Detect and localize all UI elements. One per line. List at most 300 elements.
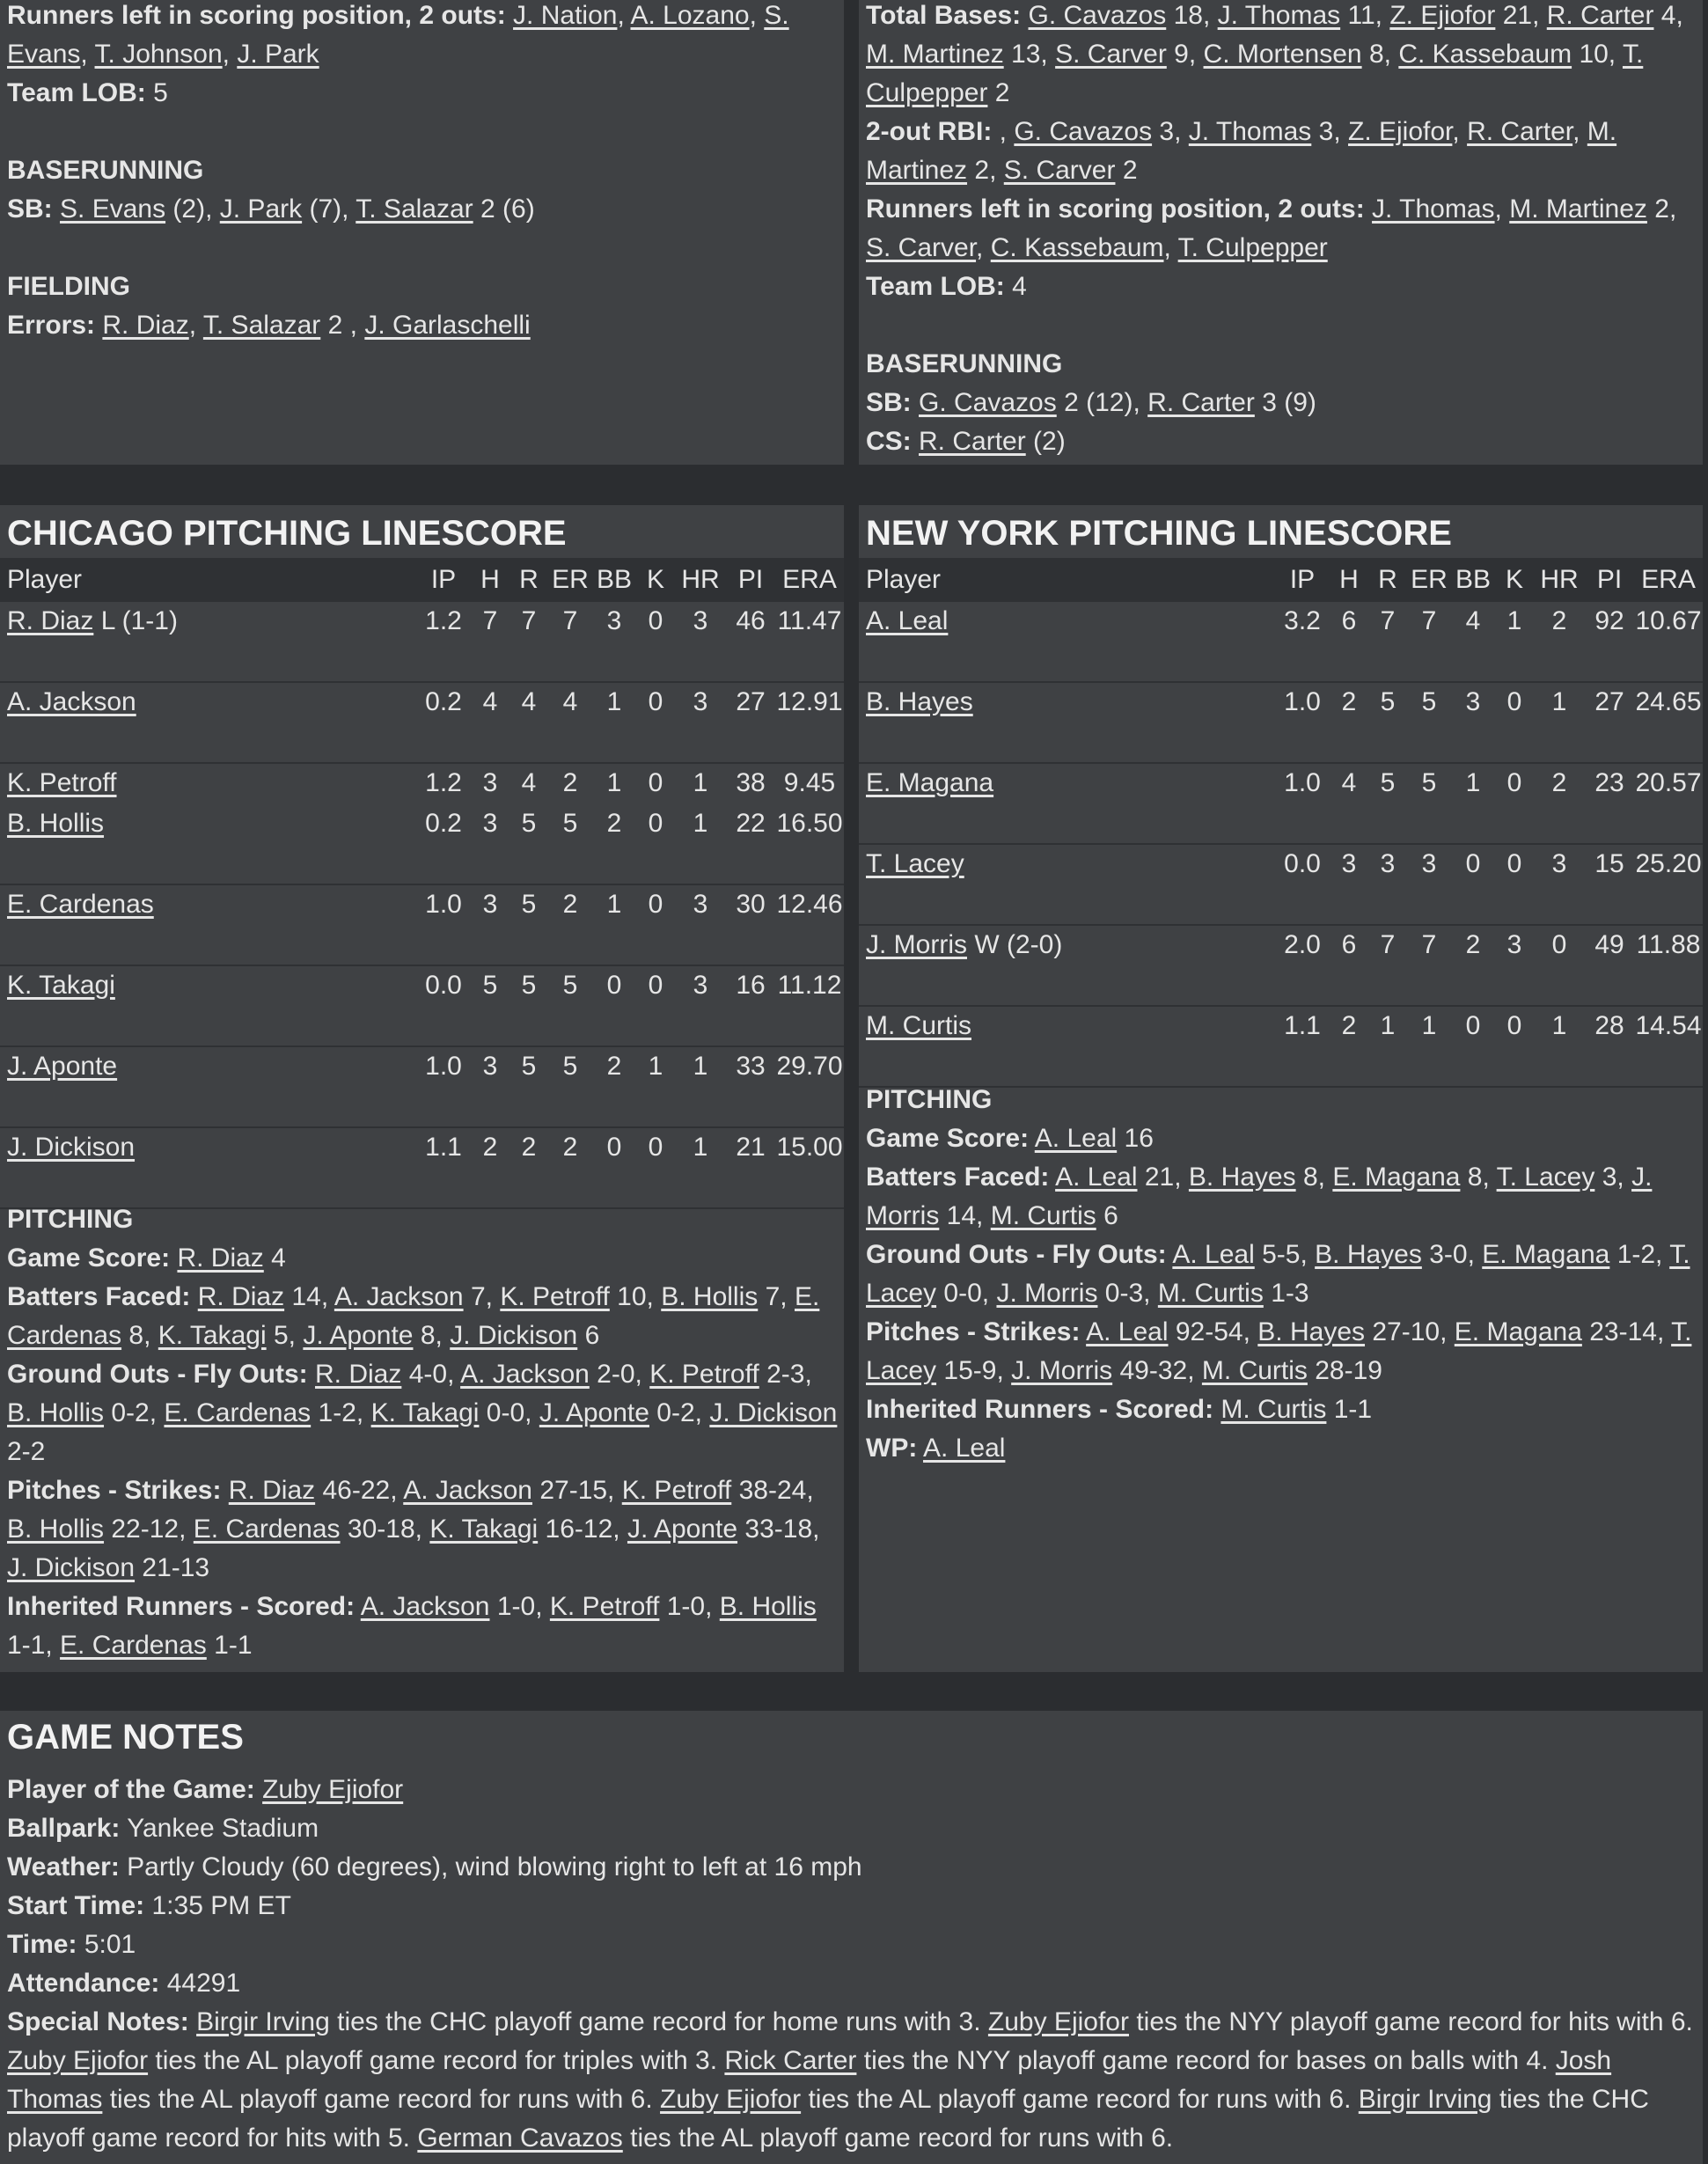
- chicago-pitching-table: [0, 558, 844, 1209]
- column-header[interactable]: H: [1330, 558, 1368, 602]
- player-link[interactable]: T. Salazar: [202, 311, 321, 340]
- pitcher-cell: [0, 763, 416, 804]
- stat-cell: 0: [1451, 1006, 1495, 1087]
- column-header[interactable]: PI: [1585, 558, 1634, 602]
- player-link[interactable]: E. Cardenas: [60, 1631, 207, 1660]
- stat-text: ,: [1452, 117, 1460, 146]
- player-link[interactable]: T. Lacey: [866, 849, 964, 878]
- stat-text: 1-3: [1271, 1279, 1309, 1308]
- stat-text: 3,: [1318, 117, 1341, 146]
- stat-cell: 5: [1368, 763, 1407, 844]
- start-time: [7, 1887, 1701, 1926]
- player-link[interactable]: T. Lacey: [866, 1317, 1692, 1385]
- column-header[interactable]: IP: [1275, 558, 1330, 602]
- player-link[interactable]: J. Morris: [866, 1163, 1653, 1230]
- player-link[interactable]: A. Jackson: [334, 1282, 464, 1311]
- column-header[interactable]: Player: [859, 558, 1275, 602]
- player-link[interactable]: Z. Ejiofor: [1389, 1, 1496, 30]
- field-label: Inherited Runners - Scored:: [7, 1592, 356, 1621]
- batters-faced: [7, 1278, 841, 1355]
- pitcher-cell: [859, 763, 1275, 844]
- stat-text: 4,: [1660, 1, 1683, 30]
- stat-cell: 2: [562, 768, 578, 797]
- player-link[interactable]: K. Petroff: [549, 1592, 660, 1621]
- player-link[interactable]: Zuby Ejiofor: [7, 2046, 149, 2075]
- stat-text: 9,: [1174, 40, 1197, 69]
- column-header[interactable]: R: [1368, 558, 1407, 602]
- stat-cell: 49: [1585, 925, 1634, 1006]
- player-link[interactable]: B. Hayes: [1315, 1240, 1422, 1269]
- player-link[interactable]: K. Takagi: [158, 1321, 267, 1350]
- player-link[interactable]: K. Petroff: [621, 1476, 732, 1505]
- player-link[interactable]: B. Hayes: [1188, 1163, 1296, 1192]
- player-link[interactable]: C. Kassebaum: [990, 233, 1164, 262]
- stat-cell: 0.0: [1275, 844, 1330, 925]
- attendance: [7, 1964, 1701, 2003]
- player-link[interactable]: J. Park: [237, 40, 319, 69]
- player-link[interactable]: K. Takagi: [370, 1398, 480, 1427]
- player-link[interactable]: M. Curtis: [1157, 1279, 1264, 1308]
- player-link[interactable]: J. Dickison: [7, 1553, 136, 1582]
- player-link[interactable]: M. Martinez: [866, 40, 1004, 69]
- player-link[interactable]: C. Kassebaum: [1398, 40, 1572, 69]
- stat-cell: 15.00: [775, 1127, 844, 1208]
- player-link[interactable]: B. Hollis: [719, 1592, 817, 1621]
- player-link[interactable]: R. Diaz: [197, 1282, 285, 1311]
- stat-text: 1-0,: [666, 1592, 713, 1621]
- rlsp-line: Runners left in scoring position, 2 outs: J. Nation, A. Lozano, S. Evans, T. Johnson, J. Park: [7, 1, 789, 69]
- player-link[interactable]: C. Mortensen: [1203, 40, 1362, 69]
- column-header[interactable]: R: [509, 558, 548, 602]
- player-link[interactable]: R. Carter: [1546, 1, 1654, 30]
- stat-cell: 1: [1451, 763, 1495, 844]
- player-link[interactable]: E. Magana: [1482, 1240, 1610, 1269]
- field-label: WP:: [866, 1434, 918, 1463]
- player-link[interactable]: S. Evans: [60, 194, 166, 224]
- column-header[interactable]: K: [1495, 558, 1534, 602]
- table-header-row: [859, 558, 1703, 602]
- player-link[interactable]: J. Nation: [513, 1, 618, 30]
- player-link[interactable]: K. Petroff: [7, 768, 117, 797]
- stat-cell: 2: [1534, 602, 1585, 682]
- stat-cell: 1: [592, 682, 636, 763]
- player-link[interactable]: E. Cardenas: [164, 1398, 312, 1427]
- caught-stealing: [866, 422, 1700, 461]
- stat-text: 4: [1012, 272, 1027, 301]
- player-link[interactable]: J. Morris: [996, 1279, 1098, 1308]
- pitcher-row: [0, 763, 844, 804]
- stat-cell: 2.0: [1275, 925, 1330, 1006]
- stat-cell: 38: [736, 768, 766, 797]
- stat-cell: 24.65: [1634, 682, 1703, 763]
- stat-cell: 1.2: [425, 768, 462, 797]
- player-link[interactable]: R. Carter: [1147, 388, 1255, 417]
- stat-cell: 2: [548, 884, 592, 965]
- stat-text: ties the AL playoff game record for triples with 3.: [148, 2046, 725, 2075]
- stat-text: playoff game record for hits with 5.: [7, 2124, 418, 2153]
- stat-text: ties the CHC: [1492, 2085, 1649, 2114]
- player-link[interactable]: S. Evans: [7, 1, 789, 69]
- player-link[interactable]: B. Hollis: [7, 1398, 105, 1427]
- stat-text: Yankee Stadium: [127, 1814, 319, 1843]
- stat-cell: 46: [726, 602, 775, 682]
- stat-cell: 4: [1330, 763, 1368, 844]
- stat-text: 14,: [946, 1201, 984, 1230]
- player-link[interactable]: R. Diaz: [7, 606, 94, 635]
- field-label: Runners left in scoring position, 2 outs:: [7, 1, 506, 30]
- pitcher-row: [0, 682, 844, 763]
- player-link[interactable]: T. Lacey: [1496, 1163, 1595, 1192]
- column-header[interactable]: HR: [1534, 558, 1585, 602]
- stat-cell: 4: [471, 682, 509, 763]
- batters-faced: [866, 1158, 1700, 1236]
- stat-text: 0-0,: [943, 1279, 990, 1308]
- stat-text: 21,: [1502, 1, 1540, 30]
- newyork-batting-notes: [866, 0, 1700, 461]
- player-link[interactable]: J. Dickison: [7, 1133, 136, 1162]
- stat-cell: 3: [1534, 844, 1585, 925]
- player-link[interactable]: A. Leal: [1055, 1163, 1138, 1192]
- field-label: SB:: [866, 388, 912, 417]
- player-link[interactable]: Birgir Irving: [1358, 2085, 1492, 2114]
- player-link[interactable]: J. Aponte: [627, 1515, 738, 1544]
- stat-cell: 3: [1368, 844, 1407, 925]
- stat-cell: 16.50: [775, 804, 844, 884]
- baserunning-header: BASERUNNING: [866, 349, 1063, 378]
- player-link[interactable]: M. Martinez: [866, 117, 1617, 185]
- stat-text: 46-22,: [322, 1476, 398, 1505]
- baserunning-header: BASERUNNING: [7, 156, 204, 185]
- column-header[interactable]: BB: [1451, 558, 1495, 602]
- stat-text: 3,: [1602, 1163, 1624, 1192]
- stat-cell: 4: [509, 682, 548, 763]
- stat-text: 1-2,: [1616, 1240, 1663, 1269]
- player-link[interactable]: T. Lacey: [866, 1240, 1690, 1308]
- stat-cell: 1: [636, 1046, 675, 1127]
- player-link[interactable]: M. Curtis: [1201, 1356, 1308, 1385]
- player-link[interactable]: M. Curtis: [866, 1011, 971, 1040]
- stat-cell: 0: [1495, 1006, 1534, 1087]
- stat-cell: 0: [592, 965, 636, 1046]
- player-link[interactable]: B. Hayes: [1257, 1317, 1366, 1346]
- newyork-pitching-title: NEW YORK PITCHING LINESCORE: [866, 514, 1452, 553]
- player-link[interactable]: J. Garlaschelli: [364, 311, 531, 340]
- stat-text: 8,: [1368, 40, 1391, 69]
- player-link[interactable]: G. Cavazos: [919, 388, 1057, 417]
- stat-cell: 92: [1585, 602, 1634, 682]
- pitcher-cell: [859, 1006, 1275, 1087]
- stat-cell: 0: [592, 1127, 636, 1208]
- pitching-header: PITCHING: [7, 1205, 134, 1234]
- table-header-row: [0, 558, 844, 602]
- player-link[interactable]: A. Leal: [866, 606, 949, 635]
- column-header[interactable]: ERA: [775, 558, 844, 602]
- stat-cell: 1: [675, 804, 726, 884]
- stat-cell: 5: [509, 804, 548, 884]
- stat-text: 0-2,: [656, 1398, 702, 1427]
- player-link[interactable]: K. Takagi: [7, 971, 115, 1000]
- stat-text: 16: [1124, 1124, 1154, 1153]
- player-link[interactable]: Zuby Ejiofor: [987, 2007, 1129, 2036]
- stat-cell: 16: [726, 965, 775, 1046]
- stat-cell: 5: [509, 965, 548, 1046]
- player-link[interactable]: K. Takagi: [429, 1515, 539, 1544]
- player-link[interactable]: M. Curtis: [990, 1201, 1096, 1230]
- column-header[interactable]: IP: [416, 558, 471, 602]
- spacer: [7, 229, 841, 268]
- player-link[interactable]: Zuby Ejiofor: [660, 2085, 802, 2114]
- player-link[interactable]: J. Thomas: [1217, 1, 1341, 30]
- player-link[interactable]: E. Cardenas: [193, 1515, 341, 1544]
- player-link[interactable]: German Cavazos: [417, 2124, 623, 2153]
- pitches-strikes: [866, 1313, 1700, 1390]
- groundouts-flyouts: [7, 1355, 841, 1471]
- stat-text: 0-2,: [111, 1398, 158, 1427]
- weather: [7, 1848, 1701, 1887]
- player-link[interactable]: A. Leal: [1172, 1240, 1255, 1269]
- newyork-pitching-table: [859, 558, 1703, 1088]
- field-label: Total Bases:: [866, 1, 1022, 30]
- player-link[interactable]: E. Cardenas: [7, 1282, 820, 1350]
- column-header[interactable]: Player: [0, 558, 416, 602]
- column-header[interactable]: ER: [1407, 558, 1451, 602]
- field-label: Inherited Runners - Scored:: [866, 1395, 1214, 1424]
- field-label: Runners left in scoring position, 2 outs:: [866, 194, 1365, 224]
- player-link[interactable]: A. Leal: [923, 1434, 1006, 1463]
- column-header[interactable]: K: [636, 558, 675, 602]
- player-link[interactable]: A. Leal: [1034, 1124, 1118, 1153]
- field-label: Start Time:: [7, 1891, 145, 1920]
- pitcher-cell: [0, 1046, 416, 1127]
- stat-cell: 5: [548, 1046, 592, 1127]
- special-notes-line: [7, 2003, 1701, 2042]
- stat-text: ties the AL playoff game record for runs with 6.: [102, 2085, 661, 2114]
- stat-cell: 1: [1495, 602, 1534, 682]
- stat-cell: 27: [1585, 682, 1634, 763]
- player-link[interactable]: M. Curtis: [1221, 1395, 1327, 1424]
- stat-text: 8,: [1302, 1163, 1325, 1192]
- field-label: 2-out RBI:: [866, 117, 993, 146]
- player-link[interactable]: R. Diaz: [102, 311, 189, 340]
- player-link[interactable]: R. Diaz: [315, 1360, 402, 1389]
- stat-text: ties the CHC playoff game record for home runs with 3.: [329, 2007, 988, 2036]
- pitcher-row: [859, 602, 1703, 682]
- game-notes-body: [7, 1771, 1701, 2158]
- stat-cell: 27: [726, 682, 775, 763]
- stat-cell: 1: [1534, 1006, 1585, 1087]
- stat-cell: 5: [548, 965, 592, 1046]
- player-link[interactable]: E. Cardenas: [7, 890, 154, 919]
- player-link[interactable]: J. Dickison: [709, 1398, 838, 1427]
- player-link[interactable]: B. Hollis: [7, 1515, 105, 1544]
- field-label: Ground Outs - Fly Outs:: [7, 1360, 308, 1389]
- stat-cell: 5: [1407, 682, 1451, 763]
- player-link[interactable]: A. Jackson: [403, 1476, 532, 1505]
- player-link[interactable]: J. Morris: [1011, 1356, 1113, 1385]
- player-link[interactable]: A. Leal: [1086, 1317, 1169, 1346]
- fielding-header: FIELDING: [7, 272, 130, 301]
- wild-pitch: [866, 1429, 1700, 1468]
- stat-cell: 5: [509, 1046, 548, 1127]
- field-label: Team LOB:: [7, 78, 146, 107]
- player-link[interactable]: Zuby Ejiofor: [262, 1775, 404, 1804]
- pitcher-cell: [859, 844, 1275, 925]
- stat-cell: 5: [509, 884, 548, 965]
- game-time: [7, 1926, 1701, 1964]
- player-link[interactable]: Thomas: [7, 2085, 103, 2114]
- stat-cell: 4: [1451, 602, 1495, 682]
- stat-cell: 22: [726, 804, 775, 884]
- player-link[interactable]: R. Carter: [1467, 117, 1573, 146]
- stat-text: (2),: [172, 194, 213, 224]
- player-link[interactable]: E. Magana: [1454, 1317, 1582, 1346]
- stat-text: 15-9,: [943, 1356, 1004, 1385]
- stat-cell: 2: [471, 1127, 509, 1208]
- column-header[interactable]: ERA: [1634, 558, 1703, 602]
- pitcher-cell: [859, 602, 1275, 682]
- player-link[interactable]: J. Morris: [866, 930, 967, 959]
- player-link[interactable]: A. Jackson: [7, 687, 136, 716]
- player-link[interactable]: A. Jackson: [460, 1360, 590, 1389]
- stat-cell: 2: [548, 1127, 592, 1208]
- stat-cell: 0.0: [416, 965, 471, 1046]
- total-bases: [866, 0, 1700, 113]
- player-link[interactable]: E. Magana: [1332, 1163, 1461, 1192]
- stat-cell: 0: [1534, 925, 1585, 1006]
- stat-cell: 3: [482, 768, 498, 797]
- player-link[interactable]: G. Cavazos: [1028, 1, 1167, 30]
- stat-text: 2-0,: [597, 1360, 642, 1389]
- stat-text: 7,: [470, 1282, 493, 1311]
- pitcher-row: [0, 804, 844, 884]
- player-link[interactable]: T. Culpepper: [1177, 233, 1328, 262]
- stat-text: ties the NYY playoff game record for hits with 6.: [1128, 2007, 1693, 2036]
- stat-text: 30-18,: [347, 1515, 422, 1544]
- player-link[interactable]: J. Thomas: [1372, 194, 1495, 224]
- column-header[interactable]: HR: [675, 558, 726, 602]
- inherited-runners: [7, 1588, 841, 1665]
- player-link[interactable]: R. Diaz: [228, 1476, 316, 1505]
- player-link[interactable]: B. Hollis: [7, 809, 105, 838]
- team-lob: [866, 268, 1700, 306]
- player-link[interactable]: J. Aponte: [7, 1052, 118, 1081]
- stat-text: 7,: [765, 1282, 788, 1311]
- stat-text: ,: [1572, 117, 1580, 146]
- column-header[interactable]: ER: [548, 558, 592, 602]
- stat-cell: 11.12: [775, 965, 844, 1046]
- stat-text: ,: [976, 233, 984, 262]
- player-link[interactable]: Z. Ejiofor: [1348, 117, 1453, 146]
- player-link[interactable]: B. Hollis: [661, 1282, 759, 1311]
- player-link[interactable]: S. Carver: [866, 233, 977, 262]
- stat-text: 3 (9): [1262, 388, 1316, 417]
- rlsp-line: [866, 190, 1700, 268]
- stat-cell: 6: [1330, 925, 1368, 1006]
- field-label: CS:: [866, 427, 912, 456]
- stat-cell: 2: [592, 1046, 636, 1127]
- stat-text: 3,: [1159, 117, 1182, 146]
- player-link[interactable]: T. Johnson: [94, 40, 223, 69]
- pitcher-cell: [0, 1127, 416, 1208]
- field-label: Attendance:: [7, 1969, 160, 1998]
- player-link[interactable]: T. Culpepper: [866, 40, 1644, 107]
- stat-cell: 0: [1451, 844, 1495, 925]
- player-link[interactable]: R. Diaz: [177, 1243, 264, 1273]
- stat-cell: 3: [1495, 925, 1534, 1006]
- player-link[interactable]: T. Salazar: [356, 194, 473, 224]
- stat-text: 1-0,: [496, 1592, 543, 1621]
- player-link[interactable]: S. Carver: [1055, 40, 1167, 69]
- stat-cell: 2: [1330, 1006, 1368, 1087]
- stat-text: 10,: [617, 1282, 654, 1311]
- player-link[interactable]: M. Martinez: [1509, 194, 1647, 224]
- stat-cell: 5: [548, 804, 592, 884]
- column-header[interactable]: PI: [726, 558, 775, 602]
- player-link[interactable]: J. Thomas: [1188, 117, 1312, 146]
- stat-cell: 23: [1585, 763, 1634, 844]
- stat-text: 1-1,: [7, 1631, 53, 1660]
- field-label: Player of the Game:: [7, 1775, 255, 1804]
- stat-cell: 4: [521, 768, 537, 797]
- stat-cell: 1.1: [416, 1127, 471, 1208]
- stat-cell: 3: [471, 804, 509, 884]
- stat-cell: 5: [1407, 763, 1451, 844]
- stat-cell: 7: [471, 602, 509, 682]
- game-score: [7, 1239, 841, 1278]
- column-header[interactable]: BB: [592, 558, 636, 602]
- stat-cell: 3: [1451, 682, 1495, 763]
- stat-cell: 1: [675, 1127, 726, 1208]
- field-label: Batters Faced:: [7, 1282, 191, 1311]
- stat-text: 16-12,: [545, 1515, 620, 1544]
- player-link[interactable]: G. Cavazos: [1014, 117, 1153, 146]
- player-link[interactable]: J. Aponte: [539, 1398, 649, 1427]
- pitcher-cell: [0, 682, 416, 763]
- stolen-bases: [7, 190, 841, 229]
- player-link[interactable]: B. Hayes: [866, 687, 973, 716]
- stat-cell: 3: [675, 965, 726, 1046]
- player-link[interactable]: J. Park: [219, 194, 303, 224]
- pitcher-row: [859, 1006, 1703, 1087]
- pitcher-row: [0, 602, 844, 682]
- player-link[interactable]: A. Jackson: [360, 1592, 490, 1621]
- stat-text: ties the AL playoff game record for runs with 6.: [622, 2124, 1174, 2153]
- player-link[interactable]: R. Carter: [919, 427, 1026, 456]
- stat-cell: 12.46: [775, 884, 844, 965]
- player-link[interactable]: A. Lozano: [630, 1, 750, 30]
- player-link[interactable]: Rick Carter: [724, 2046, 857, 2075]
- player-link[interactable]: K. Petroff: [500, 1282, 610, 1311]
- player-link[interactable]: E. Magana: [866, 768, 994, 797]
- stat-text: L (1-1): [100, 606, 178, 635]
- column-header[interactable]: H: [471, 558, 509, 602]
- stat-cell: 1: [693, 768, 708, 797]
- stat-text: ties the AL playoff game record for runs with 6.: [801, 2085, 1359, 2114]
- stat-cell: 15: [1585, 844, 1634, 925]
- player-link[interactable]: Josh: [1555, 2046, 1612, 2075]
- player-link[interactable]: K. Petroff: [649, 1360, 759, 1389]
- player-link[interactable]: Birgir Irving: [196, 2007, 330, 2036]
- player-link[interactable]: J. Dickison: [450, 1321, 578, 1350]
- pitcher-cell: [859, 925, 1275, 1006]
- special-notes-line: [7, 2080, 1701, 2119]
- player-link[interactable]: J. Aponte: [303, 1321, 414, 1350]
- stat-cell: 12.91: [775, 682, 844, 763]
- stat-cell: 0: [636, 884, 675, 965]
- stat-cell: 2: [592, 804, 636, 884]
- player-link[interactable]: S. Carver: [1003, 156, 1116, 185]
- stat-text: 4-0,: [408, 1360, 455, 1389]
